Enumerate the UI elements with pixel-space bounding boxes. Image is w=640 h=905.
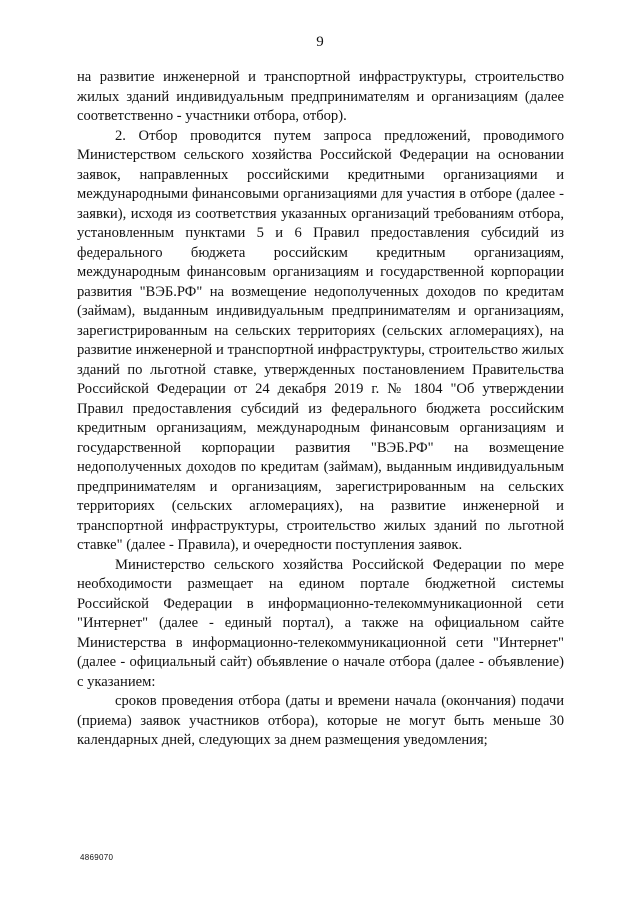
paragraph-deadlines: сроков проведения отбора (даты и времени начала (окончания) подачи (приема) заявок участников отбора), которые не могут быть меньше 30 календарных дней, следующих за днем размещения уведомления;	[77, 693, 564, 748]
page-number: 9	[316, 34, 324, 50]
paragraph-item-2: 2. Отбор проводится путем запроса предложений, проводимого Министерством сельского хозяйства Российской Федерации на основании заявок, направленных российскими кредитными организациями и международными финансовыми организациями для участия в отборе (далее - заявки), исходя из соответствия указанных организаций требованиям отбора, установленным пунктами 5 и 6 Правил предоставления субсидий из федерального бюджета российским кредитным организациям, международным финансовым организациям и государственной корпорации развития "ВЭБ.РФ" на возмещение недополученных доходов по кредитам (займам), выданным индивидуальным предпринимателям и организациям, зарегистрированным на сельских территориях (сельских агломерациях), на развитие инженерной и транспортной инфраструктуры, строительство жилых зданий по льготной ставке, утвержденных постановлением Правительства Российской Федерации от 24 декабря 2019 г. № 1804 "Об утверждении Правил предоставления субсидий из федерального бюджета российским кредитным организациям, международным финансовым организациям и государственной корпорации развития "ВЭБ.РФ" на возмещение недополученных доходов по кредитам (займам), выданным индивидуальным предпринимателям и организациям, зарегистрированным на сельских территориях (сельских агломерациях), на развитие инженерной и транспортной инфраструктуры, строительство жилых зданий по льготной ставке" (далее - Правила), и очередности поступления заявок.	[77, 127, 564, 553]
paragraph-continuation: на развитие инженерной и транспортной инфраструктуры, строительство жилых зданий индивидуальным предпринимателям и организациям (далее соответственно - участники отбора, отбор).	[77, 69, 564, 124]
paragraph-announcement: Министерство сельского хозяйства Российской Федерации по мере необходимости размещает на едином портале бюджетной системы Российской Федерации в информационно-телекоммуникационной сети "Интернет" (далее - единый портал), а также на официальном сайте Министерства в информационно-телекоммуникационной сети "Интернет" (далее - официальный сайт) объявление о начале отбора (далее - объявление) с указанием:	[77, 556, 564, 690]
document-body	[77, 68, 564, 751]
document-code: 4869070	[80, 853, 114, 862]
